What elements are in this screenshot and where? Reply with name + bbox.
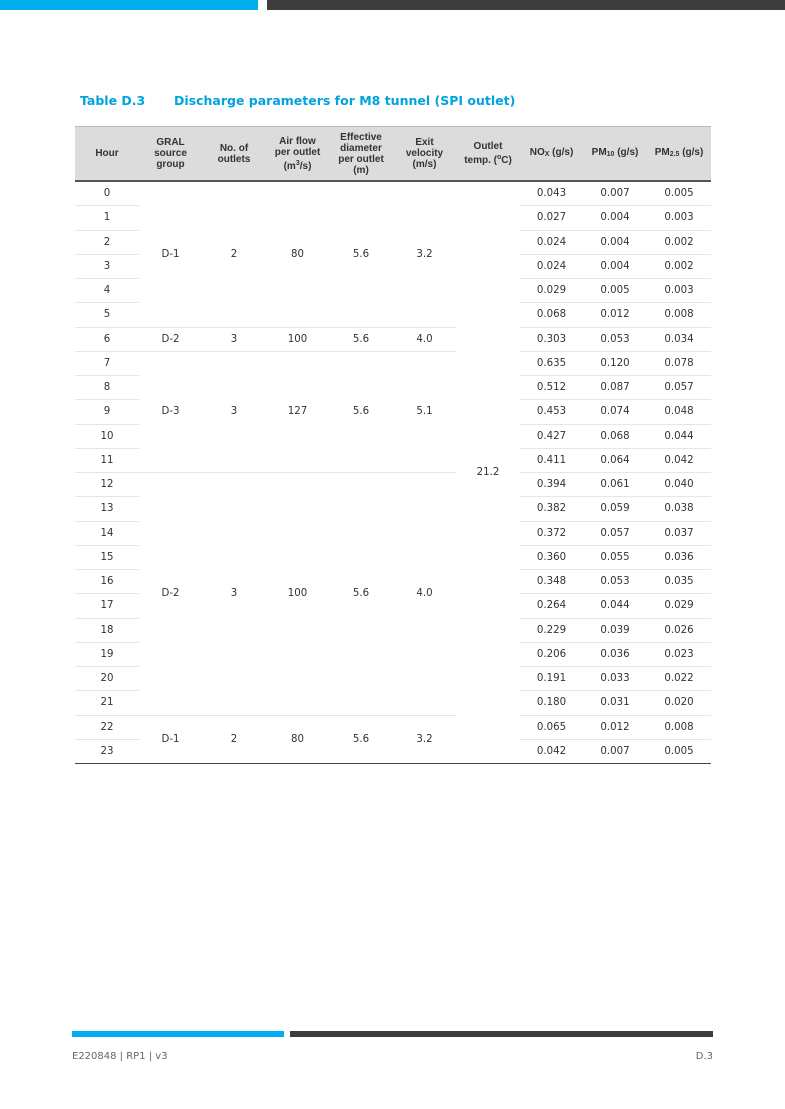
- table-row: [75, 473, 711, 497]
- cell-nox: 0.372: [520, 521, 583, 545]
- cell-hour: 21: [75, 691, 139, 715]
- cell-pm25: 0.022: [647, 667, 711, 691]
- cell-nox: 0.303: [520, 327, 583, 351]
- cell-hour: 14: [75, 521, 139, 545]
- cell-pm10: 0.031: [583, 691, 647, 715]
- cell-nox: 0.027: [520, 206, 583, 230]
- cell-pm25: 0.005: [647, 739, 711, 763]
- header-outlet-temp: Outlet temp. ($^o$C): [456, 127, 520, 182]
- cell-pm25: 0.042: [647, 448, 711, 472]
- cell-pm25: 0.044: [647, 424, 711, 448]
- header-effective-diameter: Effective diameter per outlet (m): [329, 127, 393, 182]
- cell-pm10: 0.007: [583, 739, 647, 763]
- cell-hour: 16: [75, 570, 139, 594]
- cell-pm10: 0.033: [583, 667, 647, 691]
- cell-pm10: 0.120: [583, 351, 647, 375]
- header-exit-velocity: Exit velocity (m/s): [393, 127, 456, 182]
- table-label: Table D.3: [80, 93, 146, 108]
- cell-pm10: 0.036: [583, 642, 647, 666]
- cell-pm10: 0.074: [583, 400, 647, 424]
- cell-hour: 4: [75, 279, 139, 303]
- cell-pm25: 0.023: [647, 642, 711, 666]
- cell-pm25: 0.002: [647, 230, 711, 254]
- top-accent-bar-dark: [267, 0, 785, 10]
- cell-pm10: 0.059: [583, 497, 647, 521]
- cell-hour: 0: [75, 181, 139, 206]
- cell-nox: 0.180: [520, 691, 583, 715]
- cell-pm10: 0.087: [583, 376, 647, 400]
- cell-pm25: 0.008: [647, 715, 711, 739]
- cell-pm25: 0.040: [647, 473, 711, 497]
- cell-pm10: 0.061: [583, 473, 647, 497]
- cell-hour: 22: [75, 715, 139, 739]
- header-no-of-outlets: No. of outlets: [202, 127, 266, 182]
- cell-air-flow: 100: [266, 473, 329, 716]
- cell-nox: 0.024: [520, 254, 583, 278]
- cell-pm25: 0.038: [647, 497, 711, 521]
- cell-exit-velocity: 4.0: [393, 327, 456, 351]
- cell-pm10: 0.057: [583, 521, 647, 545]
- cell-nox: 0.394: [520, 473, 583, 497]
- footer-accent-bar-dark: [290, 1031, 713, 1037]
- cell-nox: 0.635: [520, 351, 583, 375]
- cell-hour: 19: [75, 642, 139, 666]
- header-air-flow: Air flow per outlet $(m^3/s)$: [266, 127, 329, 182]
- cell-nox: 0.206: [520, 642, 583, 666]
- cell-hour: 8: [75, 376, 139, 400]
- cell-gral-source-group: D-2: [139, 327, 202, 351]
- discharge-parameters-table: [75, 126, 711, 764]
- cell-air-flow: 80: [266, 715, 329, 764]
- cell-exit-velocity: 3.2: [393, 181, 456, 327]
- cell-hour: 6: [75, 327, 139, 351]
- cell-pm25: 0.020: [647, 691, 711, 715]
- header-pm25: $PM_{2.5}$ (g/s): [647, 127, 711, 182]
- cell-nox: 0.024: [520, 230, 583, 254]
- cell-hour: 3: [75, 254, 139, 278]
- table-row: [75, 181, 711, 206]
- cell-effective-diameter: 5.6: [329, 351, 393, 472]
- cell-hour: 11: [75, 448, 139, 472]
- cell-pm25: 0.002: [647, 254, 711, 278]
- cell-nox: 0.068: [520, 303, 583, 327]
- cell-gral-source-group: D-3: [139, 351, 202, 472]
- cell-nox: 0.348: [520, 570, 583, 594]
- cell-no-of-outlets: 3: [202, 351, 266, 472]
- cell-exit-velocity: 4.0: [393, 473, 456, 716]
- header-nox: $NO_X$ (g/s): [520, 127, 583, 182]
- cell-nox: 0.512: [520, 376, 583, 400]
- cell-pm10: 0.004: [583, 254, 647, 278]
- cell-pm25: 0.005: [647, 181, 711, 206]
- cell-air-flow: 100: [266, 327, 329, 351]
- cell-hour: 1: [75, 206, 139, 230]
- cell-pm25: 0.057: [647, 376, 711, 400]
- cell-pm10: 0.005: [583, 279, 647, 303]
- cell-nox: 0.264: [520, 594, 583, 618]
- table-row: [75, 715, 711, 739]
- cell-air-flow: 127: [266, 351, 329, 472]
- cell-hour: 5: [75, 303, 139, 327]
- cell-pm10: 0.044: [583, 594, 647, 618]
- cell-pm25: 0.003: [647, 279, 711, 303]
- cell-no-of-outlets: 2: [202, 181, 266, 327]
- cell-air-flow: 80: [266, 181, 329, 327]
- table-row: [75, 327, 711, 351]
- cell-pm10: 0.004: [583, 206, 647, 230]
- cell-pm25: 0.029: [647, 594, 711, 618]
- cell-pm10: 0.055: [583, 545, 647, 569]
- cell-nox: 0.360: [520, 545, 583, 569]
- cell-nox: 0.427: [520, 424, 583, 448]
- footer-document-ref: E220848 | RP1 | v3: [72, 1051, 168, 1062]
- cell-pm10: 0.068: [583, 424, 647, 448]
- cell-pm10: 0.012: [583, 303, 647, 327]
- cell-hour: 23: [75, 739, 139, 763]
- cell-gral-source-group: D-2: [139, 473, 202, 716]
- cell-nox: 0.411: [520, 448, 583, 472]
- cell-nox: 0.042: [520, 739, 583, 763]
- cell-pm10: 0.053: [583, 327, 647, 351]
- cell-hour: 2: [75, 230, 139, 254]
- cell-nox: 0.453: [520, 400, 583, 424]
- cell-no-of-outlets: 3: [202, 327, 266, 351]
- cell-no-of-outlets: 2: [202, 715, 266, 764]
- cell-pm10: 0.064: [583, 448, 647, 472]
- cell-hour: 9: [75, 400, 139, 424]
- cell-effective-diameter: 5.6: [329, 181, 393, 327]
- header-pm10: $PM_{10}$ (g/s): [583, 127, 647, 182]
- cell-hour: 7: [75, 351, 139, 375]
- cell-hour: 10: [75, 424, 139, 448]
- cell-pm10: 0.039: [583, 618, 647, 642]
- cell-pm25: 0.008: [647, 303, 711, 327]
- cell-hour: 17: [75, 594, 139, 618]
- cell-nox: 0.229: [520, 618, 583, 642]
- cell-nox: 0.191: [520, 667, 583, 691]
- cell-pm25: 0.036: [647, 545, 711, 569]
- cell-hour: 12: [75, 473, 139, 497]
- cell-hour: 18: [75, 618, 139, 642]
- cell-nox: 0.029: [520, 279, 583, 303]
- footer-page-number: D.3: [695, 1051, 713, 1062]
- top-accent-bar-blue: [0, 0, 258, 10]
- cell-exit-velocity: 3.2: [393, 715, 456, 764]
- cell-hour: 13: [75, 497, 139, 521]
- cell-pm10: 0.004: [583, 230, 647, 254]
- header-gral-source-group: GRAL source group: [139, 127, 202, 182]
- cell-pm10: 0.007: [583, 181, 647, 206]
- cell-hour: 20: [75, 667, 139, 691]
- cell-exit-velocity: 5.1: [393, 351, 456, 472]
- cell-no-of-outlets: 3: [202, 473, 266, 716]
- cell-outlet-temp: 21.2: [456, 181, 520, 764]
- cell-pm25: 0.026: [647, 618, 711, 642]
- cell-gral-source-group: D-1: [139, 715, 202, 764]
- cell-nox: 0.382: [520, 497, 583, 521]
- cell-effective-diameter: 5.6: [329, 327, 393, 351]
- cell-pm10: 0.053: [583, 570, 647, 594]
- footer-accent-bar-blue: [72, 1031, 284, 1037]
- cell-pm10: 0.012: [583, 715, 647, 739]
- cell-gral-source-group: D-1: [139, 181, 202, 327]
- cell-pm25: 0.003: [647, 206, 711, 230]
- cell-effective-diameter: 5.6: [329, 715, 393, 764]
- cell-pm25: 0.037: [647, 521, 711, 545]
- table-title: Discharge parameters for M8 tunnel (SPI outlet): [174, 93, 516, 108]
- cell-hour: 15: [75, 545, 139, 569]
- cell-nox: 0.065: [520, 715, 583, 739]
- cell-pm25: 0.048: [647, 400, 711, 424]
- table-header: [75, 127, 711, 182]
- cell-effective-diameter: 5.6: [329, 473, 393, 716]
- table-row: [75, 351, 711, 375]
- cell-pm25: 0.034: [647, 327, 711, 351]
- cell-nox: 0.043: [520, 181, 583, 206]
- cell-pm25: 0.035: [647, 570, 711, 594]
- header-hour: Hour: [75, 127, 139, 182]
- table-caption: [80, 93, 516, 108]
- cell-pm25: 0.078: [647, 351, 711, 375]
- table-body: [75, 181, 711, 764]
